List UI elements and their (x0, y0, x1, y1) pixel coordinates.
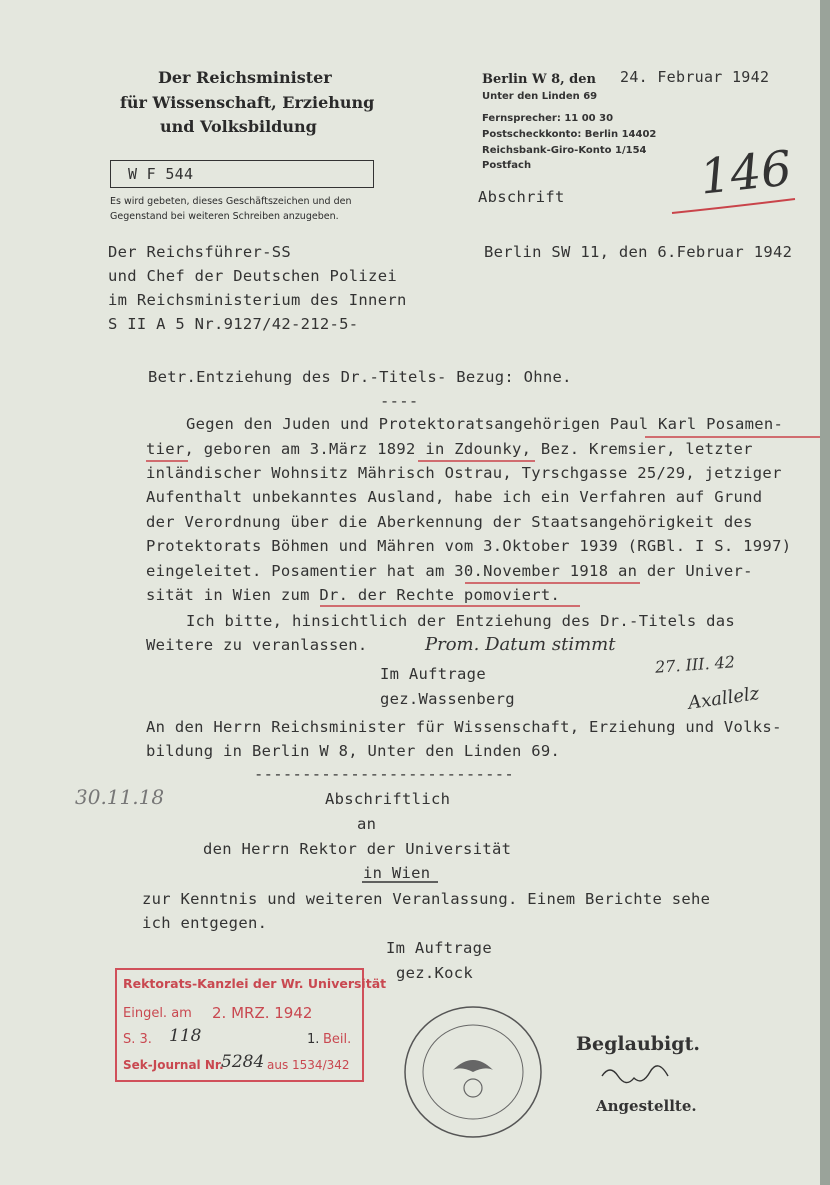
forward-line-6: ich entgegen. (142, 914, 268, 932)
handnote-prom-datum: Prom. Datum stimmt (425, 634, 616, 655)
handwritten-file-number: 146 (697, 140, 795, 206)
reference-note-1: Es wird gebeten, dieses Geschäftszeichen und den (110, 196, 352, 207)
letterhead-line-1: Der Reichsminister (158, 68, 332, 87)
recipient-line-2: bildung in Berlin W 8, Unter den Linden 69. (146, 742, 561, 760)
forward-line-4: in Wien (363, 864, 431, 882)
handnote-initials: Axallelz (686, 683, 761, 714)
signoff-1-auftrag: Im Auftrage (380, 665, 486, 683)
origin-date: Berlin SW 11, den 6.Februar 1942 (484, 243, 793, 261)
letter-date: 24. Februar 1942 (620, 68, 770, 86)
forward-line-3: den Herrn Rektor der Universität (203, 840, 512, 858)
signoff-2-auftrag: Im Auftrage (386, 939, 492, 957)
recipient-line-1: An den Herrn Reichsminister für Wissenschaft, Erziehung und Volks- (146, 718, 782, 736)
body-line-10: Weitere zu veranlassen. (146, 636, 368, 654)
stamp-eingel-date: 2. MRZ. 1942 (212, 1004, 313, 1022)
margin-note: 30.11.18 (75, 785, 165, 809)
signoff-2-name: gez.Kock (396, 964, 474, 982)
body-line-3: inländischer Wohnsitz Mährisch Ostrau, Tyrschgasse 25/29, jetziger (146, 464, 782, 482)
red-underline-stroke (670, 195, 800, 220)
in-wien-underline (360, 880, 440, 886)
body-line-2: tier, geboren am 3.März 1892 in Zdounky, Bez. Kremsier, letzter (146, 440, 753, 458)
sender-line-4: S II A 5 Nr.9127/42-212-5- (108, 315, 359, 333)
address-giro: Reichsbank-Giro-Konto 1/154 (482, 145, 647, 156)
stamp-beil-value: 1. (307, 1032, 320, 1047)
address-street: Unter den Linden 69 (482, 91, 598, 102)
forward-line-5: zur Kenntnis und weiteren Veranlassung. Einem Berichte sehe (142, 890, 711, 908)
subject-line: Betr.Entziehung des Dr.-Titels- Bezug: Ohne. (148, 368, 572, 386)
stamp-aus-label: aus 1534/342 (267, 1058, 350, 1072)
stamp-title: Rektorats-Kanzlei der Wr. Universität (123, 976, 387, 991)
body-line-6: Protektorats Böhmen und Mähren vom 3.Oktober 1939 (RGBl. I S. 1997) (146, 537, 792, 555)
certification-title: Beglaubigt. (576, 1033, 700, 1055)
red-underlines (140, 430, 830, 610)
body-line-9: Ich bitte, hinsichtlich der Entziehung des Dr.-Titels das (186, 612, 736, 630)
forward-line-1: Abschriftlich (325, 790, 451, 808)
signoff-1-name: gez.Wassenberg (380, 690, 515, 708)
stamp-journal-value: 5284 (221, 1052, 265, 1072)
eagle-icon (453, 1060, 493, 1072)
page-edge (820, 0, 830, 1185)
address-postfach: Postfach (482, 160, 532, 171)
stamp-s-value: 118 (169, 1026, 202, 1046)
stamp-beil-label: Beil. (323, 1032, 352, 1047)
handnote-date: 27. III. 42 (654, 652, 736, 677)
sender-line-1: Der Reichsführer-SS (108, 243, 292, 261)
sender-line-2: und Chef der Deutschen Polizei (108, 267, 397, 285)
body-line-8: sität in Wien zum Dr. der Rechte pomoviert. (146, 586, 561, 604)
body-line-4: Aufenthalt unbekanntes Ausland, habe ich ein Verfahren auf Grund (146, 488, 763, 506)
reference-note-2: Gegenstand bei weiteren Schreiben anzugeben. (110, 211, 339, 222)
body-line-7: eingeleitet. Posamentier hat am 30.November 1918 an der Univer- (146, 562, 753, 580)
sender-line-3: im Reichsministerium des Innern (108, 291, 407, 309)
dash-separator: --------------------------- (254, 765, 515, 783)
body-line-1: Gegen den Juden und Protektoratsangehörigen Paul Karl Posamen- (186, 415, 784, 433)
stamp-journal-label: Sek-Journal Nr. (123, 1058, 224, 1072)
certification-role: Angestellte. (596, 1097, 697, 1115)
address-postal-check: Postscheckkonto: Berlin 14402 (482, 129, 657, 140)
stamp-eingel-label: Eingel. am (123, 1006, 192, 1021)
rektorat-stamp (115, 968, 387, 1082)
address-phone: Fernsprecher: 11 00 30 (482, 113, 614, 124)
letterhead-line-2: für Wissenschaft, Erziehung (120, 93, 375, 112)
signature-scribble (598, 1062, 678, 1092)
stamp-s-label: S. 3. (123, 1032, 152, 1047)
copy-label: Abschrift (478, 188, 565, 206)
forward-line-2: an (357, 815, 377, 833)
reference-code: W F 544 (128, 165, 194, 183)
subject-separator: ---- (380, 392, 419, 410)
body-line-5: der Verordnung über die Aberkennung der Staatsangehörigkeit des (146, 513, 753, 531)
address-city: Berlin W 8, den (482, 72, 596, 87)
letterhead-line-3: und Volksbildung (160, 117, 317, 136)
official-round-seal (395, 1000, 555, 1145)
